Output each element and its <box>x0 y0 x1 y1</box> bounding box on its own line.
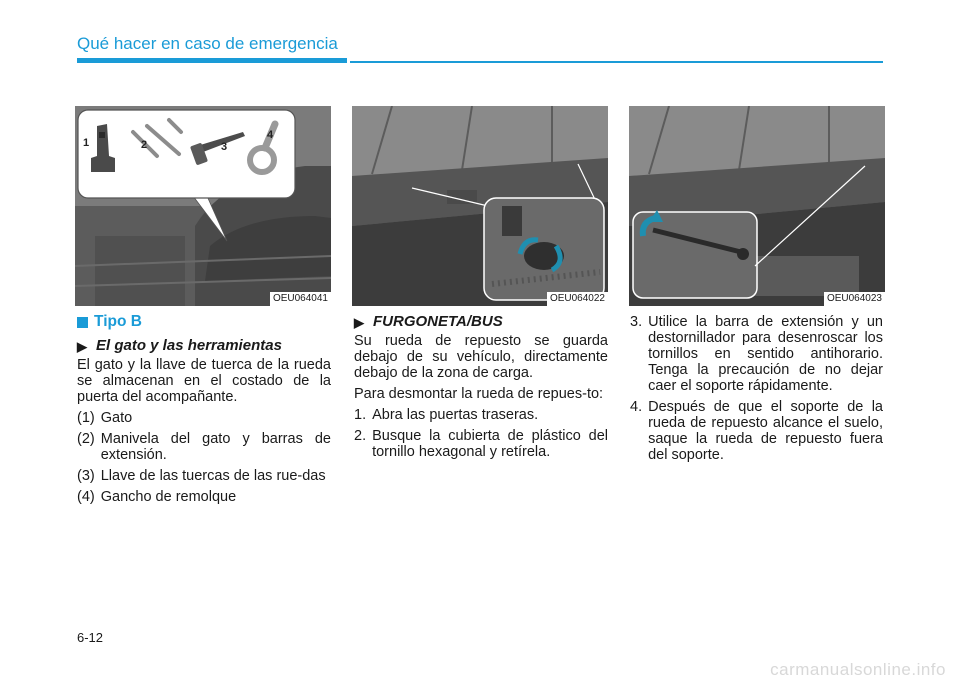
subsection-heading <box>77 338 331 355</box>
callout-1: 1 <box>83 137 90 149</box>
step-number: 3. <box>630 314 643 330</box>
list-item-number: (2) <box>77 431 95 447</box>
header-rule-line <box>350 61 883 63</box>
column-2 <box>354 314 608 465</box>
list-item-text: Gato <box>100 410 133 426</box>
step-item <box>630 399 883 463</box>
step-text: Utilice la barra de extensión y un destornillador para desenroscar los tornillos en sentido antihorario. Tenga la precaución de no dejar caer el soporte rápidamente. <box>648 314 883 394</box>
step-number: 1. <box>354 407 367 423</box>
subsection-heading-text: El gato y las herramientas <box>96 337 282 354</box>
figure-jack-tools <box>75 106 331 306</box>
step-item <box>354 428 608 460</box>
jack-tools-illustration <box>75 106 331 306</box>
list-item-number: (4) <box>77 489 95 505</box>
step-number: 4. <box>630 399 643 415</box>
step-text: Busque la cubierta de plástico del tornillo hexagonal y retírela. <box>372 428 608 460</box>
figure-code: OEU064022 <box>547 292 608 306</box>
square-bullet-icon <box>77 317 88 328</box>
list-item-text: Manivela del gato y barras de extensión. <box>100 431 331 463</box>
figure-code: OEU064023 <box>824 292 885 306</box>
step-number: 2. <box>354 428 367 444</box>
step-item <box>354 407 608 423</box>
triangle-arrow-icon: ▶ <box>354 315 364 330</box>
list-item-text: Gancho de remolque <box>100 489 237 505</box>
triangle-arrow-icon: ▶ <box>77 339 87 354</box>
watermark: carmanualsonline.info <box>770 660 946 679</box>
subsection-heading-text: FURGONETA/BUS <box>373 313 503 330</box>
list-item-number: (3) <box>77 468 95 484</box>
column-1 <box>77 314 331 510</box>
list-item <box>77 410 331 426</box>
page-number: 6-12 <box>77 630 104 645</box>
header-rule-accent <box>77 58 347 63</box>
callout-3: 3 <box>221 141 228 153</box>
list-item-number: (1) <box>77 410 95 426</box>
cargo-cover-illustration <box>352 106 608 306</box>
figure-cargo-cover <box>352 106 608 306</box>
callout-2: 2 <box>141 139 148 151</box>
column-3 <box>630 314 883 468</box>
section-header-title: Qué hacer en caso de emergencia <box>77 34 338 53</box>
list-item-text: Llave de las tuercas de las rue-das <box>100 468 326 484</box>
list-item <box>77 468 331 484</box>
intro-paragraph: El gato y la llave de tuerca de la rueda se almacenan en el costado de la puerta del acompañante. <box>77 357 331 405</box>
step-text: Abra las puertas traseras. <box>372 407 539 423</box>
step-text: Después de que el soporte de la rueda de repuesto alcance el suelo, saque la rueda de repuesto fuera del soporte. <box>648 399 883 463</box>
list-item <box>77 489 331 505</box>
intro-paragraph: Su rueda de repuesto se guarda debajo de su vehículo, directamente debajo de la zona de carga. <box>354 333 608 381</box>
callout-4: 4 <box>267 129 274 141</box>
extension-bar-illustration <box>629 106 885 306</box>
section-heading-text: Tipo B <box>94 313 142 330</box>
figure-extension-bar <box>629 106 885 306</box>
section-heading <box>77 314 331 330</box>
list-item <box>77 431 331 463</box>
figure-code: OEU064041 <box>270 292 331 306</box>
subsection-heading <box>354 314 608 331</box>
paragraph: Para desmontar la rueda de repues-to: <box>354 386 604 402</box>
step-item <box>630 314 883 394</box>
